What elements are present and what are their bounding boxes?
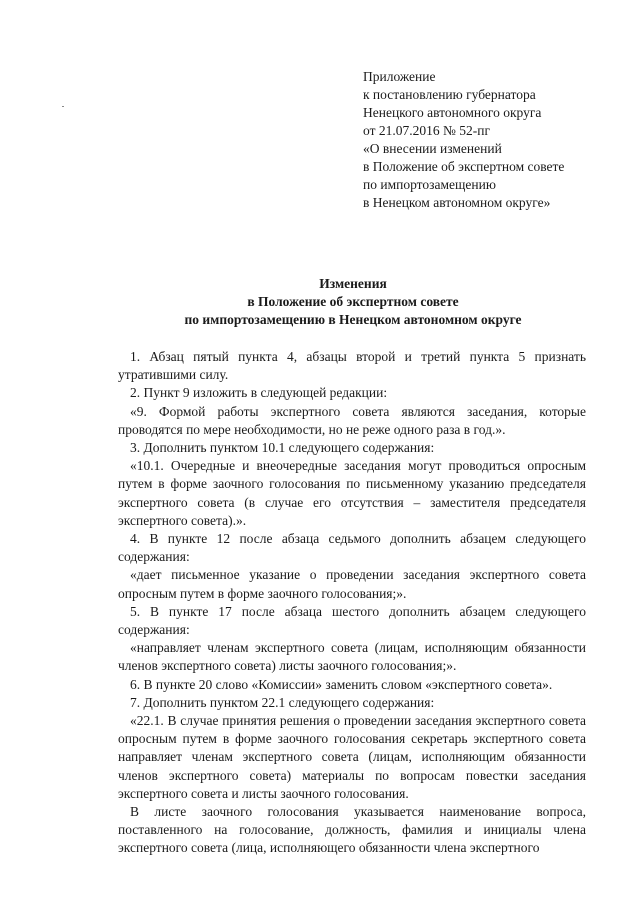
- body-paragraph: «9. Формой работы экспертного совета являются заседания, которые проводятся по мере необходимости, но не реже одного раза в год.».: [118, 403, 586, 437]
- document-body: [118, 348, 586, 858]
- body-paragraph: «направляет членам экспертного совета (лицам, исполняющим обязанности членов экспертного совета) листы заочного голосования;».: [118, 640, 586, 674]
- body-paragraph: 6. В пункте 20 слово «Комиссии» заменить словом «экспертного совета».: [130, 676, 553, 692]
- body-paragraph: 7. Дополнить пунктом 22.1 следующего содержания:: [130, 694, 435, 710]
- body-paragraph: «дает письменное указание о проведении заседания экспертного совета опросным путем в форме заочного голосования;».: [118, 567, 586, 601]
- appendix-line: в Ненецком автономном округе»: [363, 195, 551, 210]
- document-title: [120, 275, 586, 329]
- body-paragraph: 3. Дополнить пунктом 10.1 следующего содержания:: [130, 440, 435, 456]
- appendix-line: в Положение об экспертном совете: [363, 159, 565, 174]
- appendix-line: Приложение: [363, 69, 436, 84]
- appendix-header: [363, 68, 623, 212]
- appendix-line: от 21.07.2016 № 52-пг: [363, 123, 490, 138]
- body-paragraph: 1. Абзац пятый пункта 4, абзацы второй и третий пункта 5 признать утратившими силу.: [118, 349, 586, 383]
- scan-speck: [62, 106, 64, 107]
- body-paragraph: 5. В пункте 17 после абзаца шестого дополнить абзацем следующего содержания:: [118, 603, 586, 638]
- appendix-line: к постановлению губернатора: [363, 87, 536, 102]
- appendix-line: Ненецкого автономного округа: [363, 105, 542, 120]
- title-line: в Положение об экспертном совете: [247, 294, 459, 309]
- body-paragraph: «22.1. В случае принятия решения о проведении заседания экспертного совета опросным путем в форме заочного голосования секретарь экспертного совета направляет членам экспертного совета (лицам, исполняющим обязанности членов экспертного совета) материалы по вопросам повестки заседания экспертного совета и листы заочного голосования.: [118, 713, 586, 801]
- appendix-line: по импортозамещению: [363, 177, 496, 192]
- title-line: по импортозамещению в Ненецком автономном округе: [184, 312, 522, 327]
- body-paragraph: 2. Пункт 9 изложить в следующей редакции:: [130, 385, 388, 401]
- body-paragraph: В листе заочного голосования указывается наименование вопроса, поставленного на голосование, должность, фамилия и инициалы члена экспертного совета (лица, исполняющего обязанности члена экспертного: [118, 804, 586, 856]
- body-paragraph: «10.1. Очередные и внеочередные заседания могут проводиться опросным путем в форме заочного голосования по письменному указанию председателя экспертного совета (в случае его отсутствия – заместителя председателя экспертного совета).».: [118, 458, 586, 528]
- title-line: Изменения: [319, 276, 387, 291]
- body-paragraph: 4. В пункте 12 после абзаца седьмого дополнить абзацем следующего содержания:: [118, 531, 586, 565]
- appendix-line: «О внесении изменений: [363, 141, 502, 156]
